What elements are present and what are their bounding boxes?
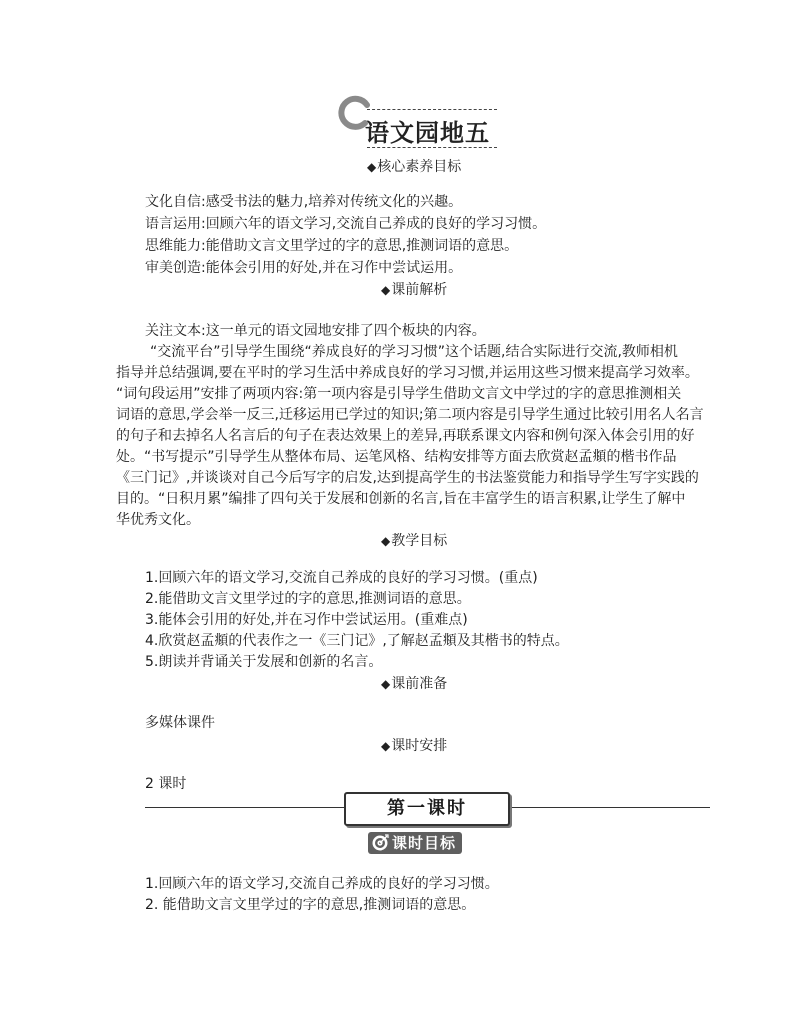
section-heading-teaching bbox=[381, 530, 447, 550]
section-heading-schedule bbox=[381, 735, 447, 755]
diamond-icon: ◆ bbox=[367, 160, 377, 174]
teaching-goal-line: 5.朗读并背诵关于发展和创新的名言。 bbox=[145, 654, 383, 670]
analysis-line: 《三门记》,并谈谈对自己今后写字的启发,达到提高学生的书法鉴赏能力和指导学生写字实践的 bbox=[116, 470, 699, 486]
analysis-line: 处。“书写提示”引导学生从整体布局、运笔风格、结构安排等方面去欣赏赵孟頫的楷书作品 bbox=[116, 449, 677, 465]
analysis-line: 目的。“日积月累”编排了四句关于发展和创新的名言,旨在丰富学生的语言积累,让学生了解中 bbox=[116, 491, 686, 507]
teaching-goal-line: 1.回顾六年的语文学习,交流自己养成的良好的学习习惯。(重点) bbox=[145, 570, 538, 586]
analysis-line: “词句段运用”安排了两项内容:第一项内容是引导学生借助文言文中学过的字的意思推测相关 bbox=[116, 386, 682, 402]
lesson-banner bbox=[344, 792, 510, 826]
section-heading-teaching-label: 教学目标 bbox=[391, 533, 448, 549]
teaching-goal-line: 2.能借助文言文里学过的字的意思,推测词语的意思。 bbox=[145, 591, 471, 607]
title-dash-top bbox=[367, 109, 497, 110]
analysis-line: 的句子和去掉名人名言后的句子在表达效果上的差异,再联系课文内容和例句深入体会引用的好 bbox=[116, 428, 695, 444]
lesson-goal-tag bbox=[368, 832, 462, 854]
analysis-line: 指导并总结强调,要在平时的学习生活中养成良好的学习习惯,并运用这些习惯来提高学习效率。 bbox=[116, 365, 699, 381]
core-goal-line: 审美创造:能体会引用的好处,并在习作中尝试运用。 bbox=[145, 260, 463, 276]
diamond-icon: ◆ bbox=[381, 283, 391, 297]
lesson-goal-tag-label: 课时目标 bbox=[392, 834, 457, 852]
analysis-line: 关注文本:这一单元的语文园地安排了四个板块的内容。 bbox=[145, 323, 486, 339]
teaching-goal-line: 4.欣赏赵孟頫的代表作之一《三门记》,了解赵孟頫及其楷书的特点。 bbox=[145, 633, 569, 649]
diamond-icon: ◆ bbox=[381, 677, 391, 691]
unit-title-block bbox=[337, 95, 497, 155]
banner-rule-left bbox=[145, 807, 344, 808]
schedule-text: 2 课时 bbox=[145, 776, 187, 792]
core-goal-line: 语言运用:回顾六年的语文学习,交流自己养成的良好的学习习惯。 bbox=[145, 216, 547, 232]
section-heading-prep-label: 课前准备 bbox=[391, 676, 448, 692]
section-heading-analysis-label: 课前解析 bbox=[391, 282, 448, 298]
lesson-goal-line: 2. 能借助文言文里学过的字的意思,推测词语的意思。 bbox=[145, 897, 476, 913]
teaching-goal-line: 3.能体会引用的好处,并在习作中尝试运用。(重难点) bbox=[145, 612, 468, 628]
diamond-icon: ◆ bbox=[381, 534, 391, 548]
core-goal-line: 思维能力:能借助文言文里学过的字的意思,推测词语的意思。 bbox=[145, 238, 519, 254]
section-heading-analysis bbox=[381, 279, 447, 299]
section-heading-prep bbox=[381, 673, 447, 693]
title-dash-bottom bbox=[367, 147, 497, 148]
prep-text: 多媒体课件 bbox=[145, 715, 215, 731]
analysis-line: 华优秀文化。 bbox=[116, 512, 200, 528]
section-heading-schedule-label: 课时安排 bbox=[391, 738, 448, 754]
diamond-icon: ◆ bbox=[381, 739, 391, 753]
target-icon bbox=[371, 834, 389, 852]
analysis-line: 词语的意思,学会举一反三,迁移运用已学过的知识;第二项内容是引导学生通过比较引用名人名言 bbox=[116, 407, 704, 423]
section-heading-core-label: 核心素养目标 bbox=[377, 159, 462, 175]
core-goal-line: 文化自信:感受书法的魅力,培养对传统文化的兴趣。 bbox=[145, 194, 463, 210]
lesson-goal-line: 1.回顾六年的语文学习,交流自己养成的良好的学习习惯。 bbox=[145, 876, 499, 892]
lesson-banner-label: 第一课时 bbox=[387, 798, 467, 819]
analysis-line: “交流平台”引导学生围绕“养成良好的学习习惯”这个话题,结合实际进行交流,教师相机 bbox=[150, 344, 678, 360]
page-title: 语文园地五 bbox=[365, 119, 490, 147]
banner-rule-right bbox=[508, 807, 710, 808]
section-heading-core bbox=[367, 156, 461, 176]
